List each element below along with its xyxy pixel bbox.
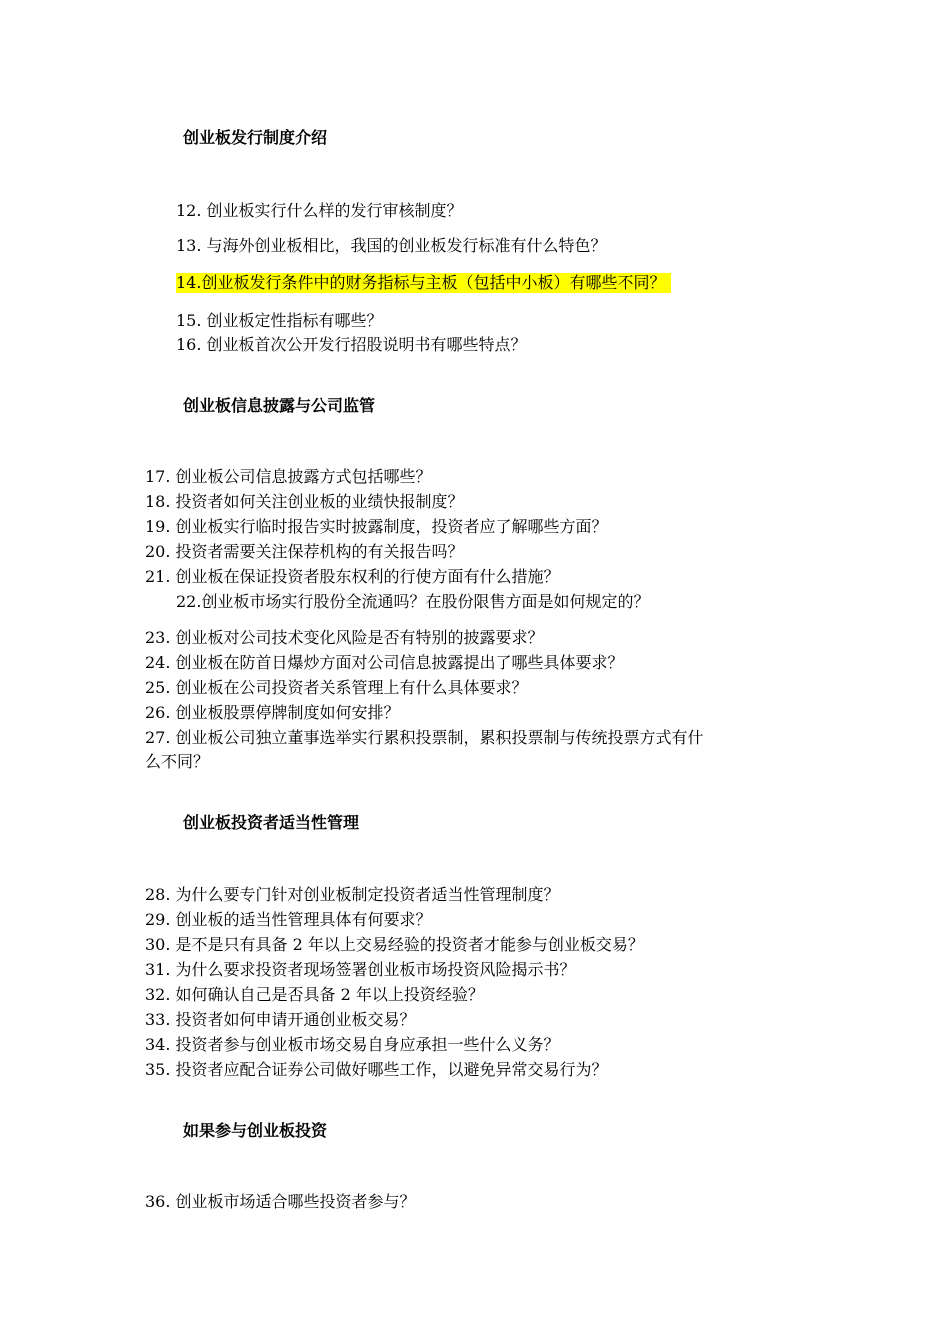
question-35: 35. 投资者应配合证券公司做好哪些工作，以避免异常交易行为？ (145, 1060, 608, 1079)
question-25: 25. 创业板在公司投资者关系管理上有什么具体要求？ (145, 678, 528, 697)
question-14-highlighted: 14.创业板发行条件中的财务指标与主板（包括中小板）有哪些不同？ (176, 273, 671, 293)
question-33: 33. 投资者如何申请开通创业板交易？ (145, 1010, 416, 1029)
question-19: 19. 创业板实行临时报告实时披露制度，投资者应了解哪些方面？ (145, 517, 608, 536)
question-21: 21. 创业板在保证投资者股东权利的行使方面有什么措施？ (145, 567, 560, 586)
question-16: 16. 创业板首次公开发行招股说明书有哪些特点？ (176, 335, 527, 354)
question-31: 31. 为什么要求投资者现场签署创业板市场投资风险揭示书？ (145, 960, 576, 979)
question-13: 13. 与海外创业板相比，我国的创业板发行标准有什么特色？ (176, 236, 607, 255)
question-18: 18. 投资者如何关注创业板的业绩快报制度？ (145, 492, 464, 511)
section-heading-suitability: 创业板投资者适当性管理 (183, 813, 360, 832)
question-26: 26. 创业板股票停牌制度如何安排？ (145, 703, 400, 722)
question-36: 36. 创业板市场适合哪些投资者参与？ (145, 1192, 416, 1211)
question-34: 34. 投资者参与创业板市场交易自身应承担一些什么义务？ (145, 1035, 560, 1054)
section-heading-investing: 如果参与创业板投资 (183, 1121, 328, 1140)
question-20: 20. 投资者需要关注保荐机构的有关报告吗？ (145, 542, 464, 561)
question-30: 30. 是不是只有具备 2 年以上交易经验的投资者才能参与创业板交易？ (145, 935, 644, 954)
question-12: 12. 创业板实行什么样的发行审核制度？ (176, 201, 463, 220)
section-heading-issuance: 创业板发行制度介绍 (183, 128, 328, 147)
question-23: 23. 创业板对公司技术变化风险是否有特别的披露要求？ (145, 628, 544, 647)
question-15: 15. 创业板定性指标有哪些？ (176, 311, 383, 330)
question-17: 17. 创业板公司信息披露方式包括哪些？ (145, 467, 432, 486)
question-32: 32. 如何确认自己是否具备 2 年以上投资经验？ (145, 985, 484, 1004)
question-22: 22.创业板市场实行股份全流通吗？在股份限售方面是如何规定的？ (176, 592, 650, 611)
question-27: 27. 创业板公司独立董事选举实行累积投票制，累积投票制与传统投票方式有什 (145, 728, 704, 747)
question-28: 28. 为什么要专门针对创业板制定投资者适当性管理制度？ (145, 885, 560, 904)
question-27-continuation: 么不同？ (145, 752, 210, 771)
section-heading-disclosure: 创业板信息披露与公司监管 (183, 396, 376, 415)
question-24: 24. 创业板在防首日爆炒方面对公司信息披露提出了哪些具体要求？ (145, 653, 624, 672)
question-29: 29. 创业板的适当性管理具体有何要求？ (145, 910, 432, 929)
